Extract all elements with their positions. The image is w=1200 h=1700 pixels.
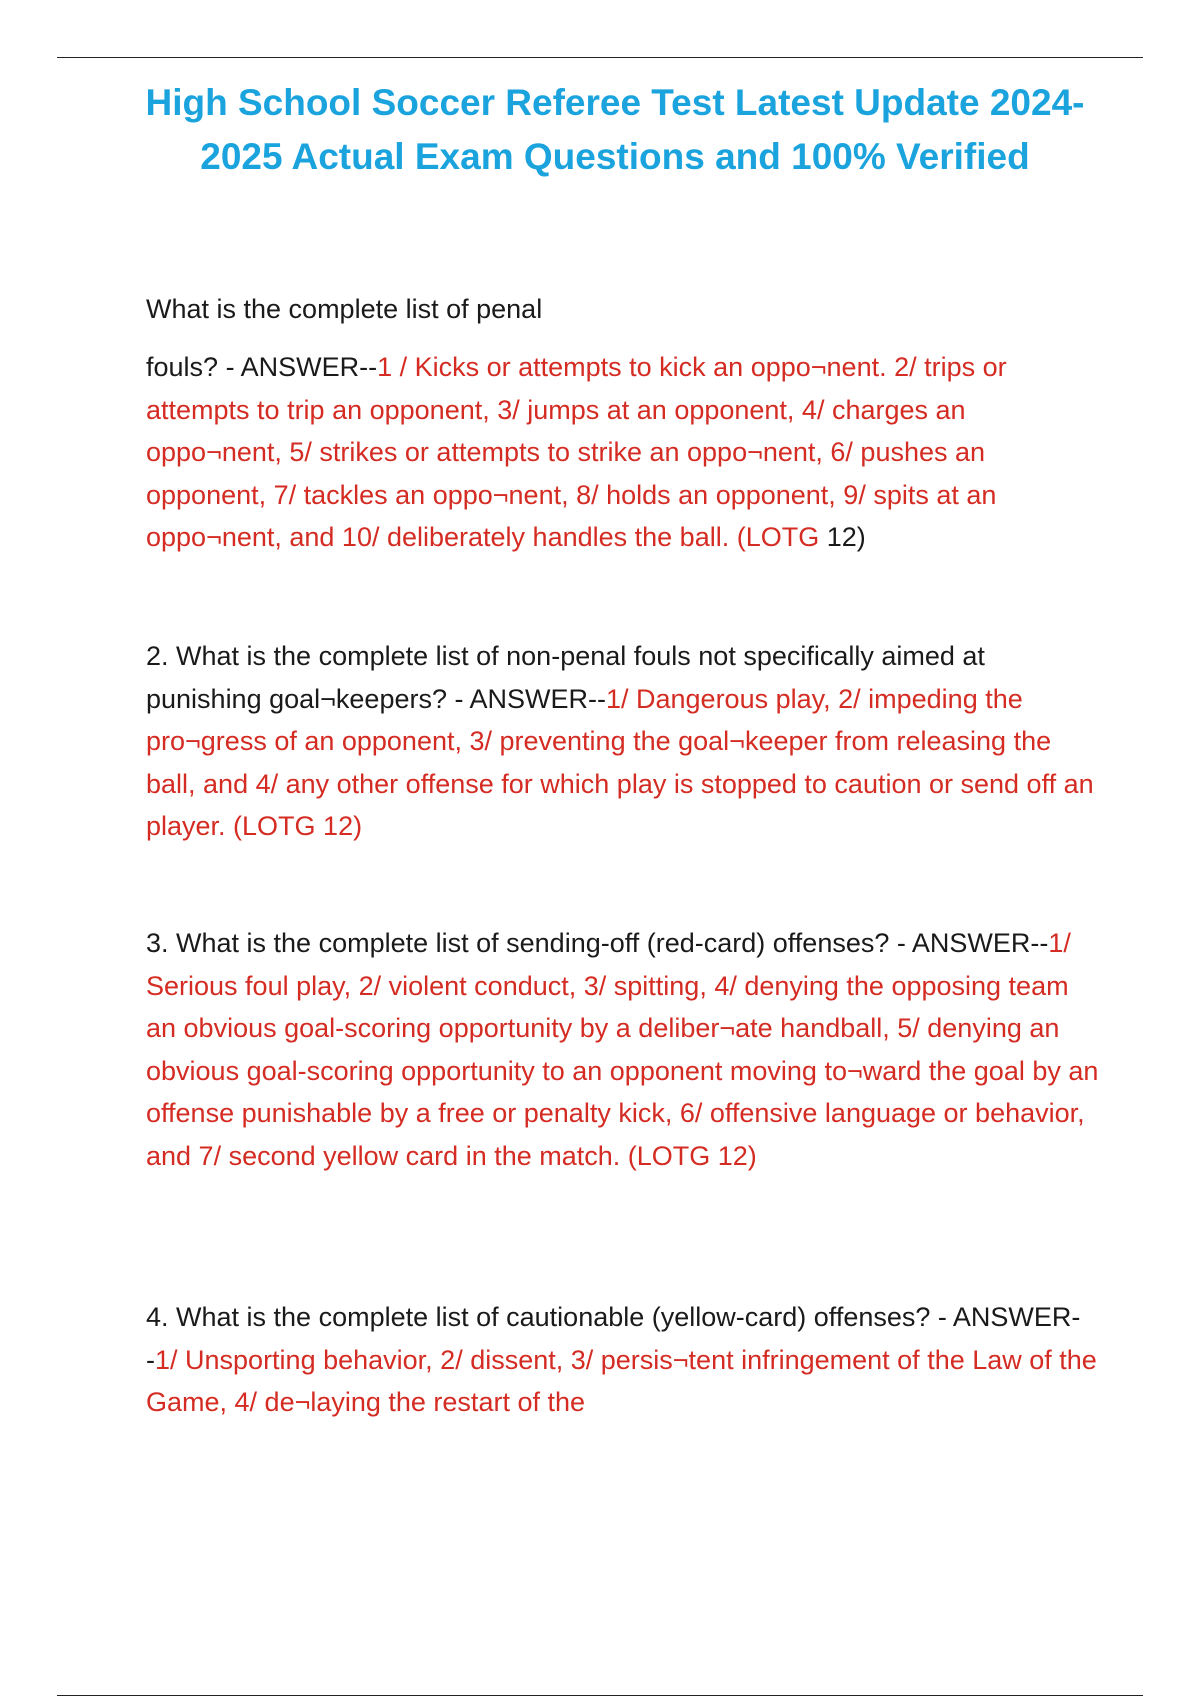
qa-block-2 (146, 635, 1101, 848)
question-4-text: 4. What is the complete list of cautionable (yellow-card) offenses? (146, 1302, 931, 1332)
qa-block-1 (146, 346, 1101, 559)
question-2-text: 2. What is the complete list of non-penal fouls not specifically aimed at punishing goal¬keepers? (146, 641, 985, 714)
answer-2-text: 1/ Dangerous play, 2/ impeding the pro¬gress of an opponent, 3/ preventing the goal¬keeper from releasing the ball, and 4/ any other offense for which play is stopped to caution or send off an player. (LOTG 12) (146, 683, 1094, 841)
document-title: High School Soccer Referee Test Latest Update 2024-2025 Actual Exam Questions and 100% Verified (145, 82, 1085, 177)
answer-3-text: 1/ Serious foul play, 2/ violent conduct, 3/ spitting, 4/ denying the opposing team an obvious goal-scoring opportunity by a deliber¬ate handball, 5/ denying an obvious goal-scoring opportunity to an opponent moving to¬ward the goal by an offense punishable by a free or penalty kick, 6/ offensive language or behavior, and 7/ second yellow card in the match. (LOTG 12) (146, 928, 1099, 1171)
answer-1-text: 1 / Kicks or attempts to kick an oppo¬nent. 2/ trips or attempts to trip an opponent, 3/ jumps at an opponent, 4/ charges an oppo¬nent, 5/ strikes or attempts to strike an oppo¬nent, 6/ pushes an opponent, 7/ tackles an oppo¬nent, 8/ holds an opponent, 9/ spits at an oppo¬nent, and 10/ deliberately handles the ball. (LOTG (146, 352, 1007, 552)
answer-label-1: - ANSWER-- (218, 352, 378, 382)
answer-label-2: - ANSWER-- (446, 683, 606, 714)
question-3-text: 3. What is the complete list of sending-off (red-card) offenses? (146, 928, 890, 958)
question-1-text: fouls? (146, 352, 219, 382)
question-1-intro-text: What is the complete list of penal (146, 294, 543, 324)
question-intro-1 (146, 288, 1101, 331)
answer-label-4: - ANSWER-- (146, 1302, 1081, 1375)
qa-block-3 (146, 922, 1101, 1177)
answer-4-text: 1/ Unsporting behavior, 2/ dissent, 3/ persis¬tent infringement of the Law of the Game, 4/ de¬laying the restart of the (146, 1344, 1097, 1417)
qa-block-4 (146, 1296, 1101, 1424)
answer-1-tail: 12) (819, 522, 866, 552)
top-rule (57, 57, 1143, 58)
bottom-rule (57, 1695, 1143, 1696)
answer-label-3: - ANSWER-- (889, 928, 1049, 958)
